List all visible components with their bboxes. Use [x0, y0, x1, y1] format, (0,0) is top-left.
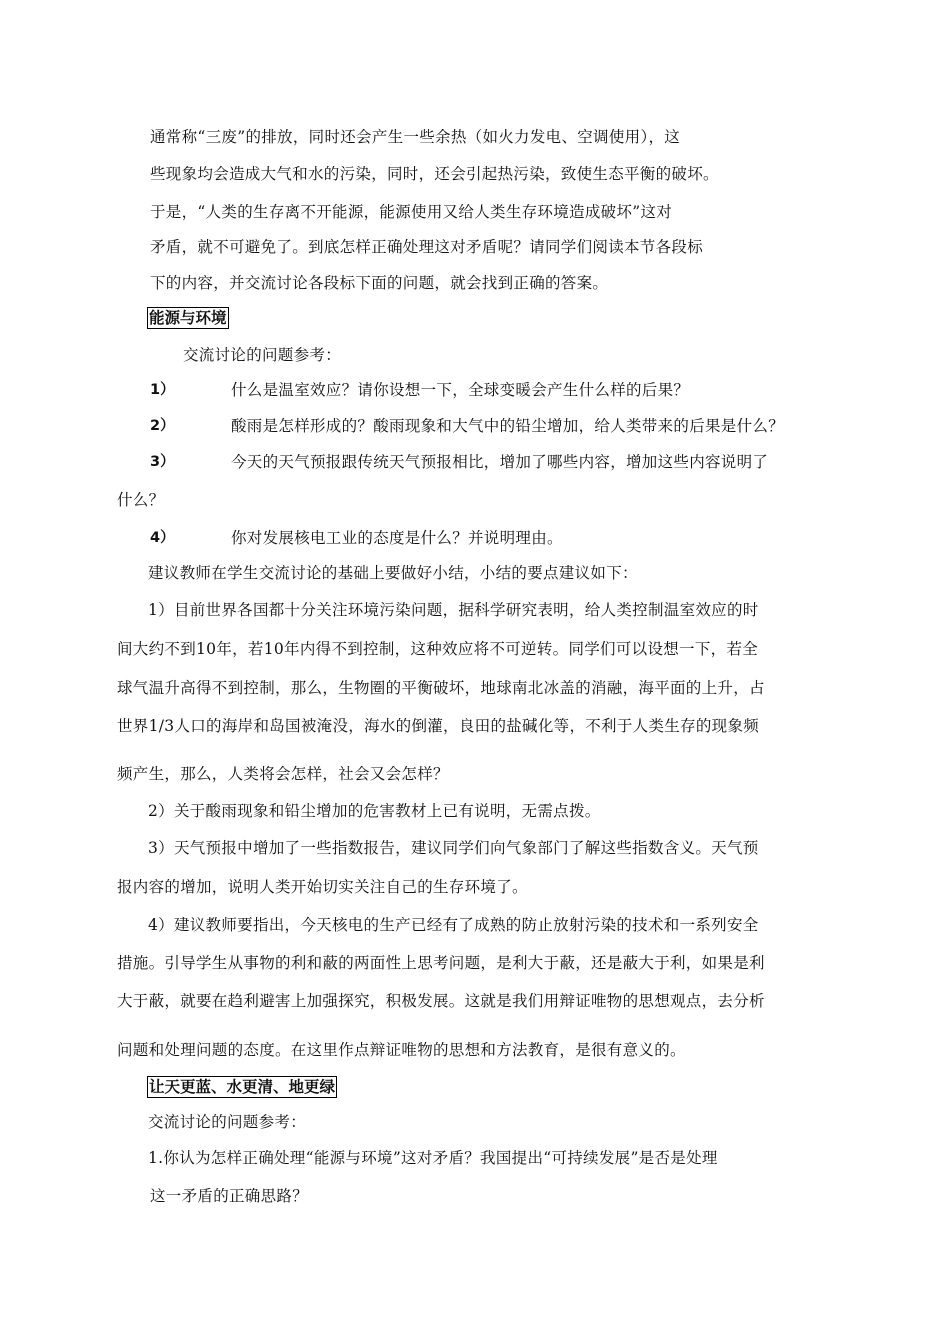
- point-1-line: 间大约不到10年，若10年内得不到控制，这种效应将不可逆转。同学们可以设想一下，若全: [117, 640, 759, 658]
- question-text: 你对发展核电工业的态度是什么？并说明理由。: [231, 529, 563, 547]
- point-1-line: 球气温升高得不到控制，那么，生物圈的平衡破坏，地球南北冰盖的消融，海平面的上升，占: [117, 679, 765, 697]
- intro-line-5: 下的内容，并交流讨论各段标下面的问题，就会找到正确的答案。: [150, 274, 609, 292]
- point-4-line: 问题和处理问题的态度。在这里作点辩证唯物的思想和方法教育，是很有意义的。: [117, 1041, 686, 1059]
- discussion-prompt: 交流讨论的问题参考：: [148, 1113, 307, 1131]
- intro-line-2: 些现象均会造成大气和水的污染，同时，还会引起热污染，致使生态平衡的破坏。: [150, 165, 719, 183]
- point-2-line: 2）关于酸雨现象和铅尘增加的危害教材上已有说明，无需点拨。: [148, 802, 601, 820]
- point-4-line: 4）建议教师要指出，今天核电的生产已经有了成熟的防止放射污染的技术和一系列安全: [148, 916, 759, 934]
- point-1-line: 世界1/3人口的海岸和岛国被淹没，海水的倒灌，良田的盐碱化等，不利于人类生存的现象频: [117, 717, 760, 735]
- question-text: 酸雨是怎样形成的？酸雨现象和大气中的铅尘增加，给人类带来的后果是什么？: [231, 417, 785, 435]
- intro-line-1: 通常称“三废”的排放，同时还会产生一些余热（如火力发电、空调使用），这: [150, 128, 681, 146]
- point-3-line: 3）天气预报中增加了一些指数报告，建议同学们向气象部门了解这些指数含义。天气预: [148, 839, 759, 857]
- section-heading-bluer-sky: 让天更蓝、水更清、地更绿: [149, 1078, 336, 1096]
- point-1-line: 1）目前世界各国都十分关注环境污染问题，据科学研究表明，给人类控制温室效应的时: [148, 601, 759, 619]
- question-1-line: 1.你认为怎样正确处理“能源与环境”这对矛盾？我国提出“可持续发展”是否是处理: [148, 1149, 718, 1167]
- point-1-line: 频产生，那么，人类将会怎样，社会又会怎样？: [117, 765, 449, 783]
- discussion-prompt: 交流讨论的问题参考：: [183, 346, 342, 364]
- question-text-continued: 什么？: [117, 491, 165, 509]
- point-3-line: 报内容的增加，说明人类开始切实关注自己的生存环境了。: [117, 878, 528, 896]
- question-number: 3）: [150, 454, 175, 470]
- section-heading-energy-environment: 能源与环境: [149, 309, 227, 327]
- point-4-line: 措施。引导学生从事物的利和蔽的两面性上思考问题，是利大于蔽，还是蔽大于利，如果是利: [117, 954, 765, 972]
- intro-line-3: 于是，“人类的生存离不开能源，能源使用又给人类生存环境造成破坏”这对: [150, 203, 673, 221]
- question-number: 1）: [150, 382, 175, 398]
- question-number: 2）: [150, 418, 175, 434]
- question-number: 4）: [150, 530, 175, 546]
- advice-intro: 建议教师在学生交流讨论的基础上要做好小结，小结的要点建议如下：: [148, 564, 638, 582]
- intro-line-4: 矛盾，就不可避免了。到底怎样正确处理这对矛盾呢？请同学们阅读本节各段标: [150, 238, 704, 256]
- question-text: 什么是温室效应？请你设想一下，全球变暖会产生什么样的后果？: [231, 381, 690, 399]
- question-text: 今天的天气预报跟传统天气预报相比，增加了哪些内容，增加这些内容说明了: [231, 453, 769, 471]
- point-4-line: 大于蔽，就要在趋利避害上加强探究，积极发展。这就是我们用辩证唯物的思想观点，去分析: [117, 992, 765, 1010]
- question-1-line: 这一矛盾的正确思路？: [150, 1187, 309, 1205]
